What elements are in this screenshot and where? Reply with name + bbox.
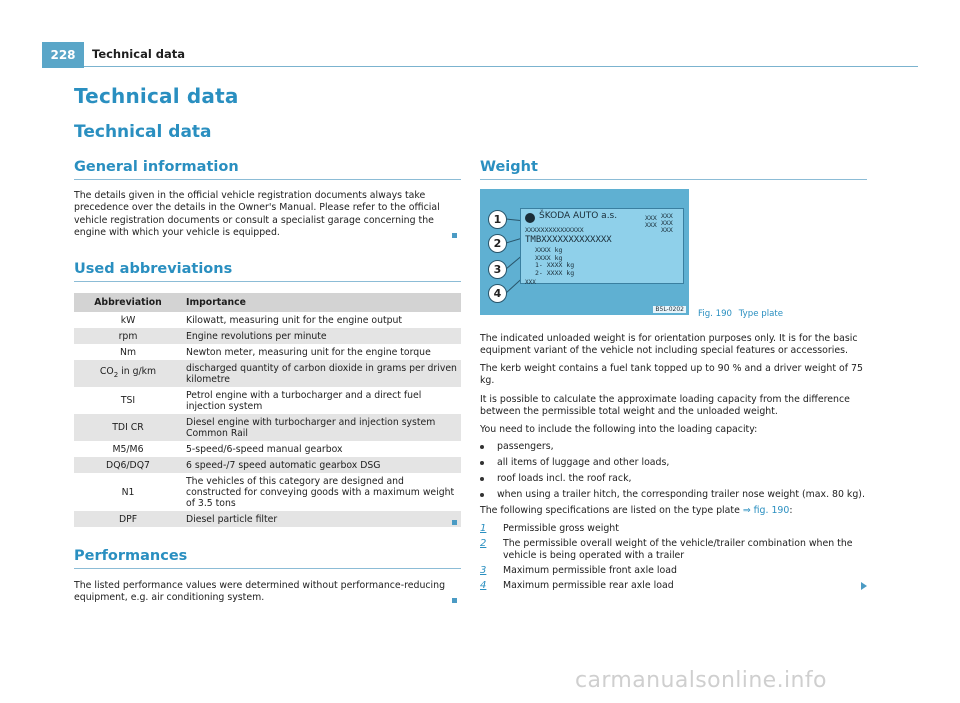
item-number: 1 [480, 523, 487, 534]
abbr-cell: kW [74, 312, 182, 328]
bullet-text: roof loads incl. the roof rack, [497, 473, 632, 484]
item-text: Maximum permissible front axle load [503, 565, 677, 576]
continue-arrow-icon [861, 582, 867, 590]
importance-cell: Engine revolutions per minute [182, 328, 461, 344]
importance-cell: Kilowatt, measuring unit for the engine output [182, 312, 461, 328]
general-info-heading: General information [74, 159, 239, 175]
list-item [480, 523, 870, 535]
abbr-co2-subscript: 2 [113, 370, 119, 379]
importance-cell: Newton meter, measuring unit for the engine torque [182, 344, 461, 360]
table-row [74, 414, 461, 441]
performances-rule [74, 568, 461, 569]
table-row [74, 360, 461, 387]
plate-weight: 2- XXXX kg [535, 268, 575, 277]
bullet-dot [480, 445, 484, 449]
table-row [74, 441, 461, 457]
weight-paragraph: It is possible to calculate the approximate loading capacity from the difference between the permissible total weight and the unloaded weight. [480, 394, 850, 418]
plate-brand: ŠKODA AUTO a.s. [539, 211, 618, 221]
abbr-cell: rpm [74, 328, 182, 344]
list-item [480, 580, 870, 592]
general-info-rule [74, 179, 461, 180]
importance-cell: The vehicles of this category are designed and constructed for conveying goods with a maximum weight of 3.5 tons [182, 473, 461, 511]
figure-caption-label: Fig. 190 [698, 309, 733, 319]
bullet-dot [480, 477, 484, 481]
table-row [74, 312, 461, 328]
section-end-mark [452, 520, 457, 525]
abbreviations-heading: Used abbreviations [74, 261, 233, 277]
plate-weight: XXXX kg [535, 253, 563, 262]
abbr-cell: N1 [74, 473, 182, 511]
list-item [480, 457, 870, 469]
list-item [480, 441, 870, 453]
importance-cell: Petrol engine with a turbocharger and a direct fuel injection system [182, 387, 461, 414]
abbr-cell: TDI CR [74, 414, 182, 441]
callout-3: 3 [488, 260, 507, 279]
abbr-cell: DQ6/DQ7 [74, 457, 182, 473]
col-abbreviation-header: Abbreviation [74, 293, 182, 312]
list-item [480, 565, 870, 577]
page-title: Technical data [74, 84, 239, 108]
section-end-mark [452, 233, 457, 238]
plate-column: XXX XXX [645, 214, 657, 229]
plate-vin: TMBXXXXXXXXXXXXX [525, 235, 612, 245]
item-text: Maximum permissible rear axle load [503, 580, 674, 591]
type-plate [520, 208, 684, 284]
general-info-text: The details given in the official vehicle registration documents always take precedence over the details in the Owner's Manual. Please refer to the official vehicle registration documents or consult a specialist garage concerning the engine with which your vehicle is equipped. [74, 190, 440, 238]
table-row [74, 387, 461, 414]
list-item [480, 538, 870, 563]
skoda-logo-icon [525, 213, 535, 223]
plate-weights [535, 247, 574, 277]
table-row [74, 473, 461, 511]
plate-column: XXX XXX XXX [661, 212, 673, 234]
weight-heading: Weight [480, 159, 538, 175]
importance-cell: 5-speed/6-speed manual gearbox [182, 441, 461, 457]
weight-paragraph: The kerb weight contains a fuel tank topped up to 90 % and a driver weight of 75 kg. [480, 363, 863, 387]
abbreviations-table [74, 293, 461, 527]
bullet-text: when using a trailer hitch, the corresponding trailer nose weight (max. 80 kg). [497, 489, 865, 500]
importance-cell: discharged quantity of carbon dioxide in grams per driven kilometre [182, 360, 461, 387]
plate-weight: XXXX kg [535, 246, 563, 254]
table-row [74, 511, 461, 527]
figure-reference-link[interactable]: ⇒ fig. 190 [742, 505, 790, 516]
importance-cell: Diesel engine with turbocharger and injection system Common Rail [182, 414, 461, 441]
abbr-cell: TSI [74, 387, 182, 414]
abbr-cell: Nm [74, 344, 182, 360]
abbr-cell: M5/M6 [74, 441, 182, 457]
weight-rule [480, 179, 867, 180]
type-plate-figure [480, 189, 689, 315]
importance-cell: Diesel particle filter [182, 511, 461, 527]
performances-heading: Performances [74, 548, 188, 564]
bullet-text: passengers, [497, 441, 554, 452]
bullet-text: all items of luggage and other loads, [497, 457, 670, 468]
running-title: Technical data [92, 47, 186, 61]
figure-code: B5L-0202 [655, 306, 684, 313]
figure-caption-text: Type plate [738, 309, 784, 319]
header-rule [84, 66, 918, 67]
bullet-dot [480, 461, 484, 465]
abbr-co2-base: CO [99, 366, 114, 378]
callout-4: 4 [488, 284, 507, 303]
page-number: 228 [42, 42, 84, 68]
callout-1: 1 [488, 210, 507, 229]
plate-line: XXX [525, 279, 536, 286]
type-plate-intro [480, 505, 870, 517]
bullet-dot [480, 493, 484, 497]
intro-text: The following specifications are listed on the type plate [480, 505, 743, 516]
item-number: 4 [480, 580, 487, 591]
weight-paragraph: You need to include the following into the loading capacity: [480, 424, 758, 435]
table-row [74, 457, 461, 473]
list-item [480, 489, 870, 501]
abbr-cell [74, 360, 182, 387]
figure-caption [698, 309, 783, 319]
section-title: Technical data [74, 122, 212, 142]
intro-text-end: : [789, 505, 793, 516]
section-end-mark [452, 598, 457, 603]
watermark: carmanualsonline.info [575, 668, 827, 693]
weight-paragraph: The indicated unloaded weight is for orientation purposes only. It is for the basic equipment variant of the vehicle not including special features or accessories. [480, 333, 858, 357]
item-text: Permissible gross weight [503, 523, 619, 534]
plate-weight: 1- XXXX kg [535, 261, 575, 269]
item-text: The permissible overall weight of the vehicle/trailer combination when the vehicle is being operated with a trailer [503, 538, 853, 562]
list-item [480, 473, 870, 485]
callout-2: 2 [488, 234, 507, 253]
col-importance-header: Importance [182, 293, 461, 312]
item-number: 3 [480, 565, 487, 576]
abbr-cell: DPF [74, 511, 182, 527]
importance-cell: 6 speed-/7 speed automatic gearbox DSG [182, 457, 461, 473]
table-row [74, 328, 461, 344]
performances-text: The listed performance values were determined without performance-reducing equipment, e.g. air conditioning system. [74, 580, 446, 604]
plate-line: XXXXXXXXXXXXXXX [525, 226, 584, 234]
table-row [74, 344, 461, 360]
abbr-co2-unit: in g/km [118, 366, 157, 378]
abbreviations-rule [74, 281, 461, 282]
item-number: 2 [480, 538, 487, 549]
